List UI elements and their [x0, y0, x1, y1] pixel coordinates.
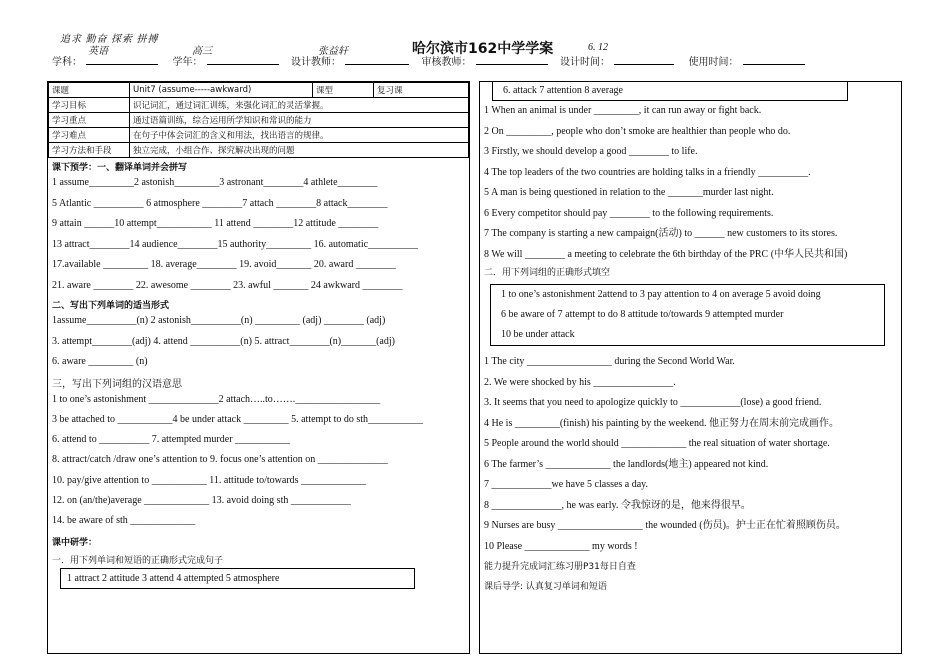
info-table [48, 82, 469, 158]
left-column [47, 81, 470, 654]
grade-value: 高三 [192, 46, 212, 57]
field-design-time-label: 设计时间： [560, 57, 610, 68]
task1-heading: 一．用下列单词和短语的正确形式完成句子 [52, 555, 224, 566]
exercise-line: 6. attend to __________ 7. attempted murder ___________ [52, 434, 291, 446]
part2-heading: 二、写出下列单词的适当形式 [52, 301, 170, 311]
field-year-blank [207, 54, 279, 65]
exercise-line: 14. be aware of sth _____________ [52, 515, 196, 527]
teacher-value: 张益轩 [318, 46, 348, 57]
field-subject-blank [86, 54, 158, 65]
sentence: 5 People around the world should _____________ the real situation of water shortage. [484, 438, 830, 449]
field-year-label: 学年： [172, 57, 203, 68]
type-value: 复习课 [374, 83, 469, 98]
info-row-label: 学习方法和手段 [49, 143, 130, 158]
info-row-label: 学习目标 [49, 98, 130, 113]
exercise-line: 1 assume_________2 astonish_________3 astronant________4 athlete________ [52, 177, 378, 188]
sentence: 8 ______________, he was early. 令我惊讶的是，他来得很早。 [484, 499, 751, 511]
task2-heading: 二．用下列词组的正确形式填空 [484, 268, 611, 278]
exercise-line: 17.available _________ 18. average________ 19. avoid_______ 20. award ________ [52, 259, 396, 270]
sentence: 6 Every competitor should pay ________ to the following requirements. [484, 207, 774, 219]
field-use-time-label: 使用时间： [688, 57, 739, 68]
exercise-line: 13 attract________14 audience________15 authority_________ 16. automatic__________ [52, 238, 419, 250]
sentence: 10 Please _____________ my words ! [484, 540, 638, 552]
sentence: 4 The top leaders of the two countries are holding talks in a friendly __________. [484, 166, 811, 178]
subject-value: 英语 [88, 46, 108, 57]
sentence: 3. It seems that you need to apologize quickly to ____________(lose) a good friend. [484, 397, 822, 408]
sentence: 7 The company is starting a new campaign(活动) to ______ new customers to its stores. [484, 228, 838, 239]
sentence: 8 We will ________ a meeting to celebrate the 6th birthday of the PRC (中华人民共和国) [484, 248, 848, 260]
sentence: 9 Nurses are busy _________________ the wounded (伤员)。护士正在忙着照顾伤员。 [484, 520, 846, 531]
sentence: 4 He is _________(finish) his painting by the weekend. 他正努力在周末前完成画作。 [484, 417, 839, 429]
topic-label: 课题 [49, 83, 130, 98]
sentence: 2 On _________, people who don’t smoke are healthier than people who do. [484, 125, 791, 137]
motto: 追求 勤奋 探索 拼搏 [60, 34, 159, 45]
exercise-line: 1assume__________(n) 2 astonish__________(n) _________ (adj) ________ (adj) [52, 315, 386, 326]
header-fields [52, 53, 809, 68]
exercise-line: 3 be attached to ___________4 be under attack _________ 5. attempt to do sth___________ [52, 413, 424, 425]
after-class-note: 课后导学: 认真复习单词和短语 [484, 582, 607, 592]
date-value: 6. 12 [588, 42, 608, 53]
field-designer-blank [345, 54, 409, 65]
sentence: 1 When an animal is under _________, it can run away or fight back. [484, 105, 762, 116]
info-row [49, 143, 469, 158]
phrase-box-line: 6 be aware of 7 attempt to do 8 attitude to/towards 9 attempted murder [501, 309, 784, 320]
sentence: 7 ____________we have 5 classes a day. [484, 479, 649, 490]
right-column [479, 81, 902, 654]
exercise-line: 3. attempt________(adj) 4. attend __________(n) 5. attract________(n)_______(adj) [52, 335, 395, 347]
info-row-label: 学习重点 [49, 113, 130, 128]
word-box: 1 attract 2 attitude 3 attend 4 attempted 5 atmosphere [60, 568, 415, 589]
page-title: 哈尔滨市162中学学案 [412, 41, 554, 57]
exercise-line: 6. aware _________ (n) [52, 356, 148, 367]
field-reviewer-label: 审核教师： [421, 57, 472, 68]
sentence: 2. We were shocked by his ________________. [484, 376, 676, 388]
info-row-label: 学习难点 [49, 128, 130, 143]
info-row-value: 通过语篇训练，综合运用所学知识和常识的能力 [130, 113, 469, 128]
phrase-box-line: 1 to one’s astonishment 2attend to 3 pay attention to 4 on average 5 avoid doing [501, 289, 821, 300]
exercise-line: 9 attain ______10 attempt___________ 11 attend ________12 attitude ________ [52, 218, 379, 229]
topic-value: Unit7 (assume-----awkward) [130, 83, 313, 98]
info-row [49, 113, 469, 128]
exercise-line: 12. on (an/the)average _____________ 13. avoid doing sth ____________ [52, 494, 351, 506]
sentence: 6 The farmer’s _____________ the landlords(地主) appeared not kind. [484, 458, 769, 470]
exercise-line: 5 Atlantic __________ 6 atmosphere ________7 attach ________8 attack________ [52, 197, 388, 209]
info-row-value: 识记词汇，通过词汇训练，来强化词汇的灵活掌握。 [130, 98, 469, 113]
type-label: 课型 [313, 83, 374, 98]
word-box-continued: 6. attack 7 attention 8 average [492, 82, 848, 101]
field-subject-label: 学科： [52, 57, 82, 68]
in-class-heading: 课中研学： [52, 537, 98, 548]
field-design-time-blank [614, 54, 674, 65]
part3-heading: 三，写出下列词组的汉语意思 [52, 378, 182, 390]
field-use-time-blank [743, 54, 805, 65]
info-row-topic [49, 83, 469, 98]
info-row-value: 在句子中体会词汇的含义和用法，找出语言的规律。 [130, 128, 469, 143]
exercise-line: 10. pay/give attention to ___________ 11. attitude to/towards _____________ [52, 474, 367, 486]
field-reviewer-blank [476, 54, 548, 65]
sentence: 3 Firstly, we should develop a good ________ to life. [484, 146, 698, 157]
sentence: 1 The city _________________ during the Second World War. [484, 356, 735, 367]
info-row-value: 独立完成，小组合作、探究解决出现的问题 [130, 143, 469, 158]
phrase-box-line: 10 be under attack [501, 329, 575, 340]
info-row [49, 98, 469, 113]
pre-study-heading: 课下预学：一、翻译单词并会拼写 [52, 163, 188, 173]
exercise-line: 8. attract/catch /draw one’s attention to 9. focus one’s attention on ______________ [52, 454, 388, 466]
exercise-line: 21. aware ________ 22. awesome ________ 23. awful _______ 24 awkward ________ [52, 279, 403, 291]
exercise-line: 1 to one’s astonishment ______________2 attach…..to……._________________ [52, 393, 381, 405]
info-row [49, 128, 469, 143]
sentence: 5 A man is being questioned in relation to the _______murder last night. [484, 187, 774, 198]
phrase-box [490, 284, 885, 346]
field-designer-label: 设计教师： [291, 57, 341, 68]
ability-note: 能力提升完成词汇练习册P31每日自查 [484, 562, 636, 572]
